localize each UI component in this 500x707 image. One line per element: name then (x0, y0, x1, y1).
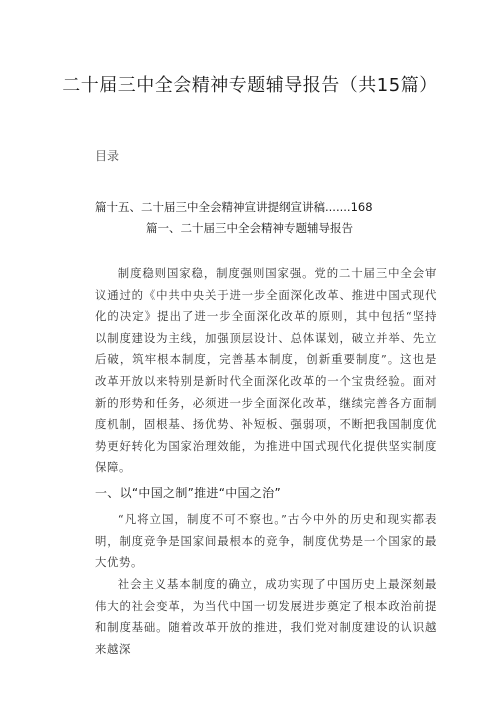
body-paragraph: 制度稳则国家稳，制度强则国家强。党的二十届三中全会审议通过的《中共中央关于进一步全面深化改革、推进中国式现代化的决定》提出了进一步全面深化改革的原则，其中包括“坚持以制度建设为主线，加强顶层设计、总体谋划，破立并举、先立后破，筑牢根本制度，完善基本制度，创新重要制度”。这也是改革开放以来特别是新时代全面深化改革的一个宝贵经验。面对新的形势和任务，必须进一步全面深化改革，继续完善各方面制度机制，固根基、扬优势、补短板、强弱项，不断把我国制度优势更好转化为国家治理效能，为推进中国式现代化提供坚实制度保障。 (95, 266, 437, 475)
document-title: 二十届三中全会精神专题辅导报告（共15篇） (62, 75, 438, 96)
toc-heading: 目录 (95, 149, 120, 163)
body-paragraph: 社会主义基本制度的确立，成功实现了中国历史上最深刻最伟大的社会变革，为当代中国一切发展进步奠定了根本政治前提和制度基础。随着改革开放的推进，我们党对制度建设的认识越来越深 (95, 577, 437, 656)
toc-entry[interactable]: 篇一、二十届三中全会精神专题辅导报告 (146, 221, 353, 235)
section-heading: 一、以“中国之制”推进“中国之治” (95, 486, 281, 500)
toc-entry[interactable]: 篇十五、二十届三中全会精神宣讲提纲宣讲稿.......168 (95, 200, 373, 214)
body-paragraph: “凡将立国，制度不可不察也。”古今中外的历史和现实都表明，制度竞争是国家间最根本的竞争，制度优势是一个国家的最大优势。 (95, 512, 437, 570)
